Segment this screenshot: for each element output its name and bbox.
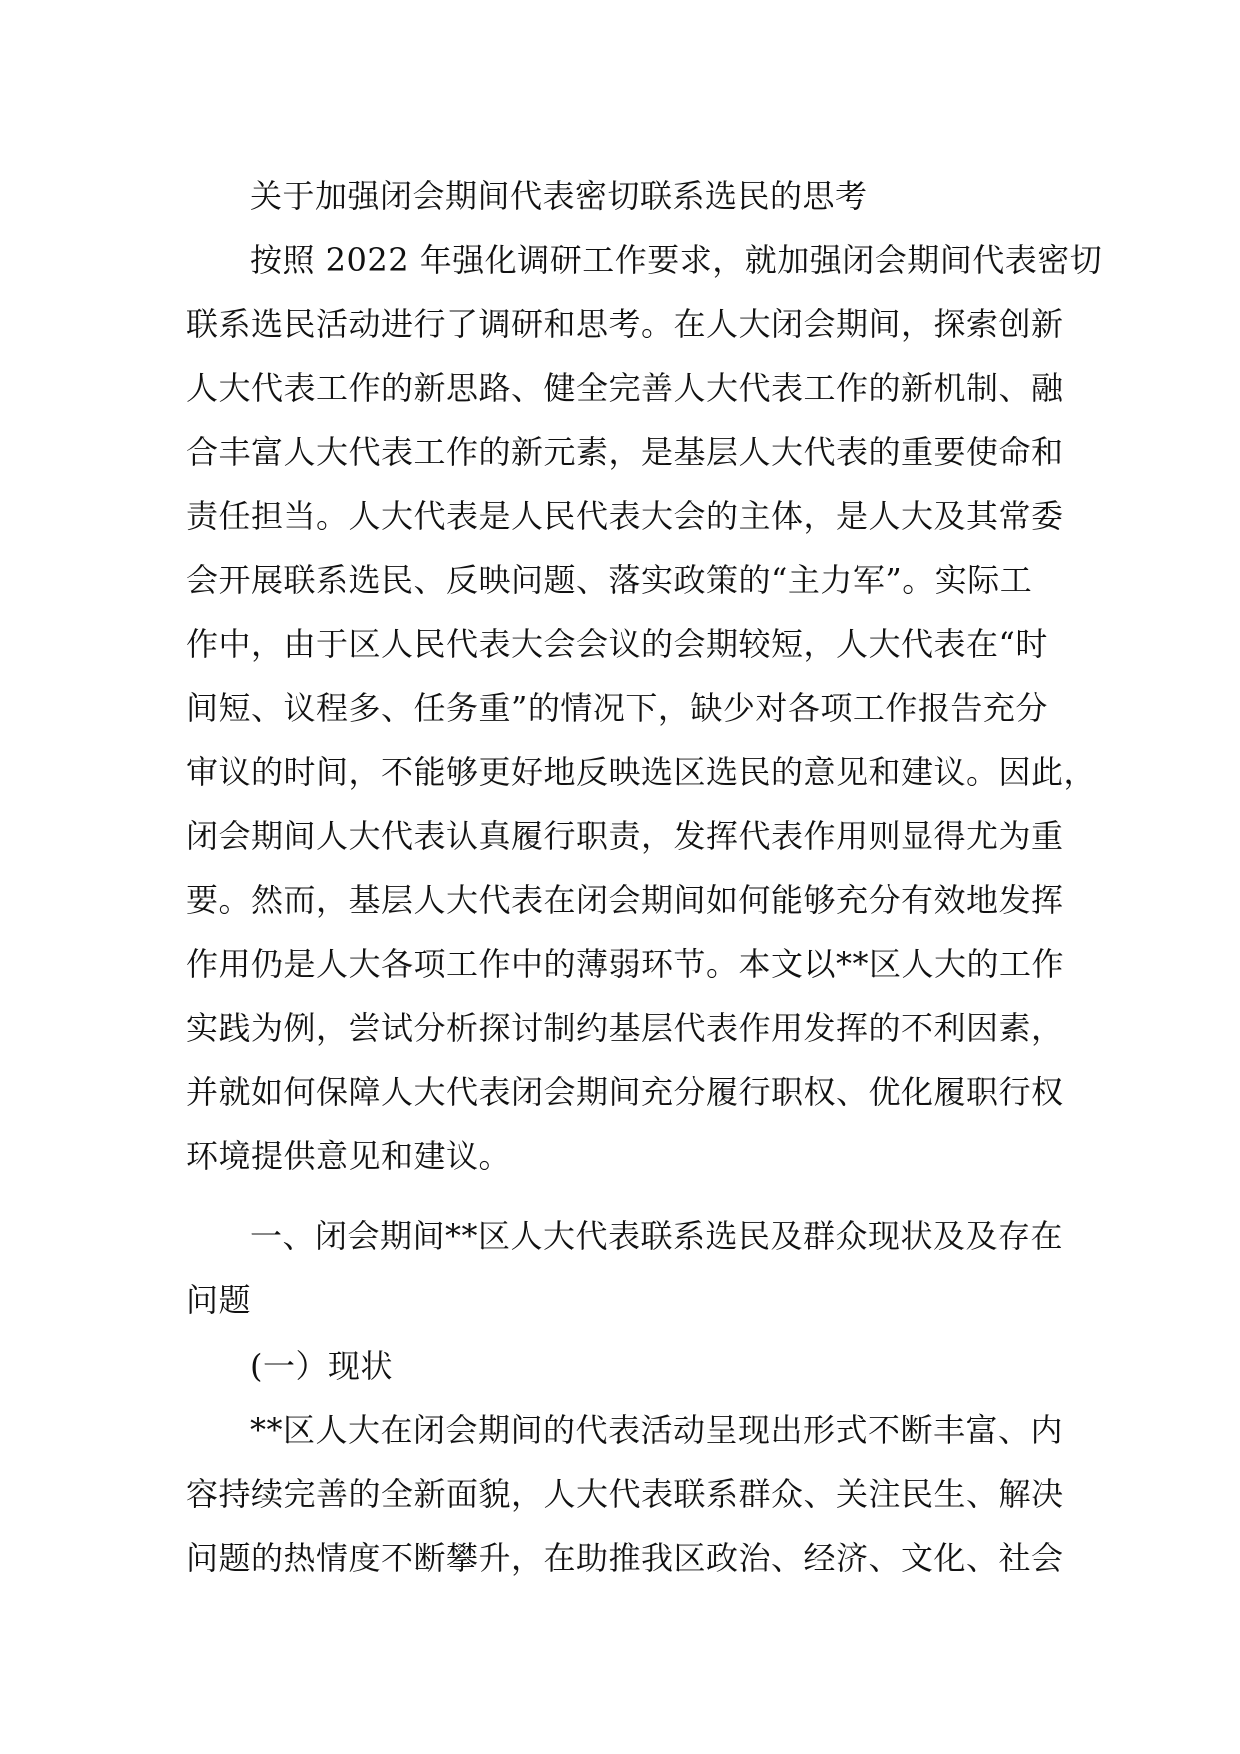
paragraph-line: 并就如何保障人大代表闭会期间充分履行职权、优化履职行权	[186, 1073, 1064, 1111]
paragraph-line: 闭会期间人大代表认真履行职责，发挥代表作用则显得尤为重	[186, 817, 1064, 855]
paragraph-line: 作中，由于区人民代表大会会议的会期较短，人大代表在“时	[186, 625, 1048, 663]
paragraph-line: 审议的时间，不能够更好地反映选区选民的意见和建议。因此，	[186, 753, 1097, 791]
paragraph-line: **区人大在闭会期间的代表活动呈现出形式不断丰富、内	[250, 1411, 1064, 1449]
paragraph-line: 责任担当。人大代表是人民代表大会的主体，是人大及其常委	[186, 497, 1064, 535]
paragraph-line: 按照 2022 年强化调研工作要求，就加强闭会期间代表密切	[250, 241, 1103, 279]
paragraph-line: 问题的热情度不断攀升，在助推我区政治、经济、文化、社会	[186, 1539, 1064, 1577]
document-title: 关于加强闭会期间代表密切联系选民的思考	[250, 177, 868, 215]
paragraph-line: 间短、议程多、任务重”的情况下，缺少对各项工作报告充分	[186, 689, 1048, 727]
paragraph-line: 人大代表工作的新思路、健全完善人大代表工作的新机制、融	[186, 369, 1064, 407]
paragraph-line: 作用仍是人大各项工作中的薄弱环节。本文以**区人大的工作	[186, 945, 1065, 983]
paragraph-line: 要。然而，基层人大代表在闭会期间如何能够充分有效地发挥	[186, 881, 1064, 919]
paragraph-line: 会开展联系选民、反映问题、落实政策的“主力军”。实际工	[186, 561, 1033, 599]
section-heading-line: 一、闭会期间**区人大代表联系选民及群众现状及及存在	[250, 1217, 1064, 1255]
subsection-heading: (一）现状	[250, 1347, 393, 1385]
paragraph-line: 容持续完善的全新面貌，人大代表联系群众、关注民生、解决	[186, 1475, 1064, 1513]
paragraph-line: 合丰富人大代表工作的新元素，是基层人大代表的重要使命和	[186, 433, 1064, 471]
paragraph-line: 实践为例，尝试分析探讨制约基层代表作用发挥的不利因素，	[186, 1009, 1064, 1047]
section-heading-line: 问题	[186, 1281, 252, 1319]
paragraph-line: 环境提供意见和建议。	[186, 1137, 512, 1175]
paragraph-line: 联系选民活动进行了调研和思考。在人大闭会期间，探索创新	[186, 305, 1064, 343]
